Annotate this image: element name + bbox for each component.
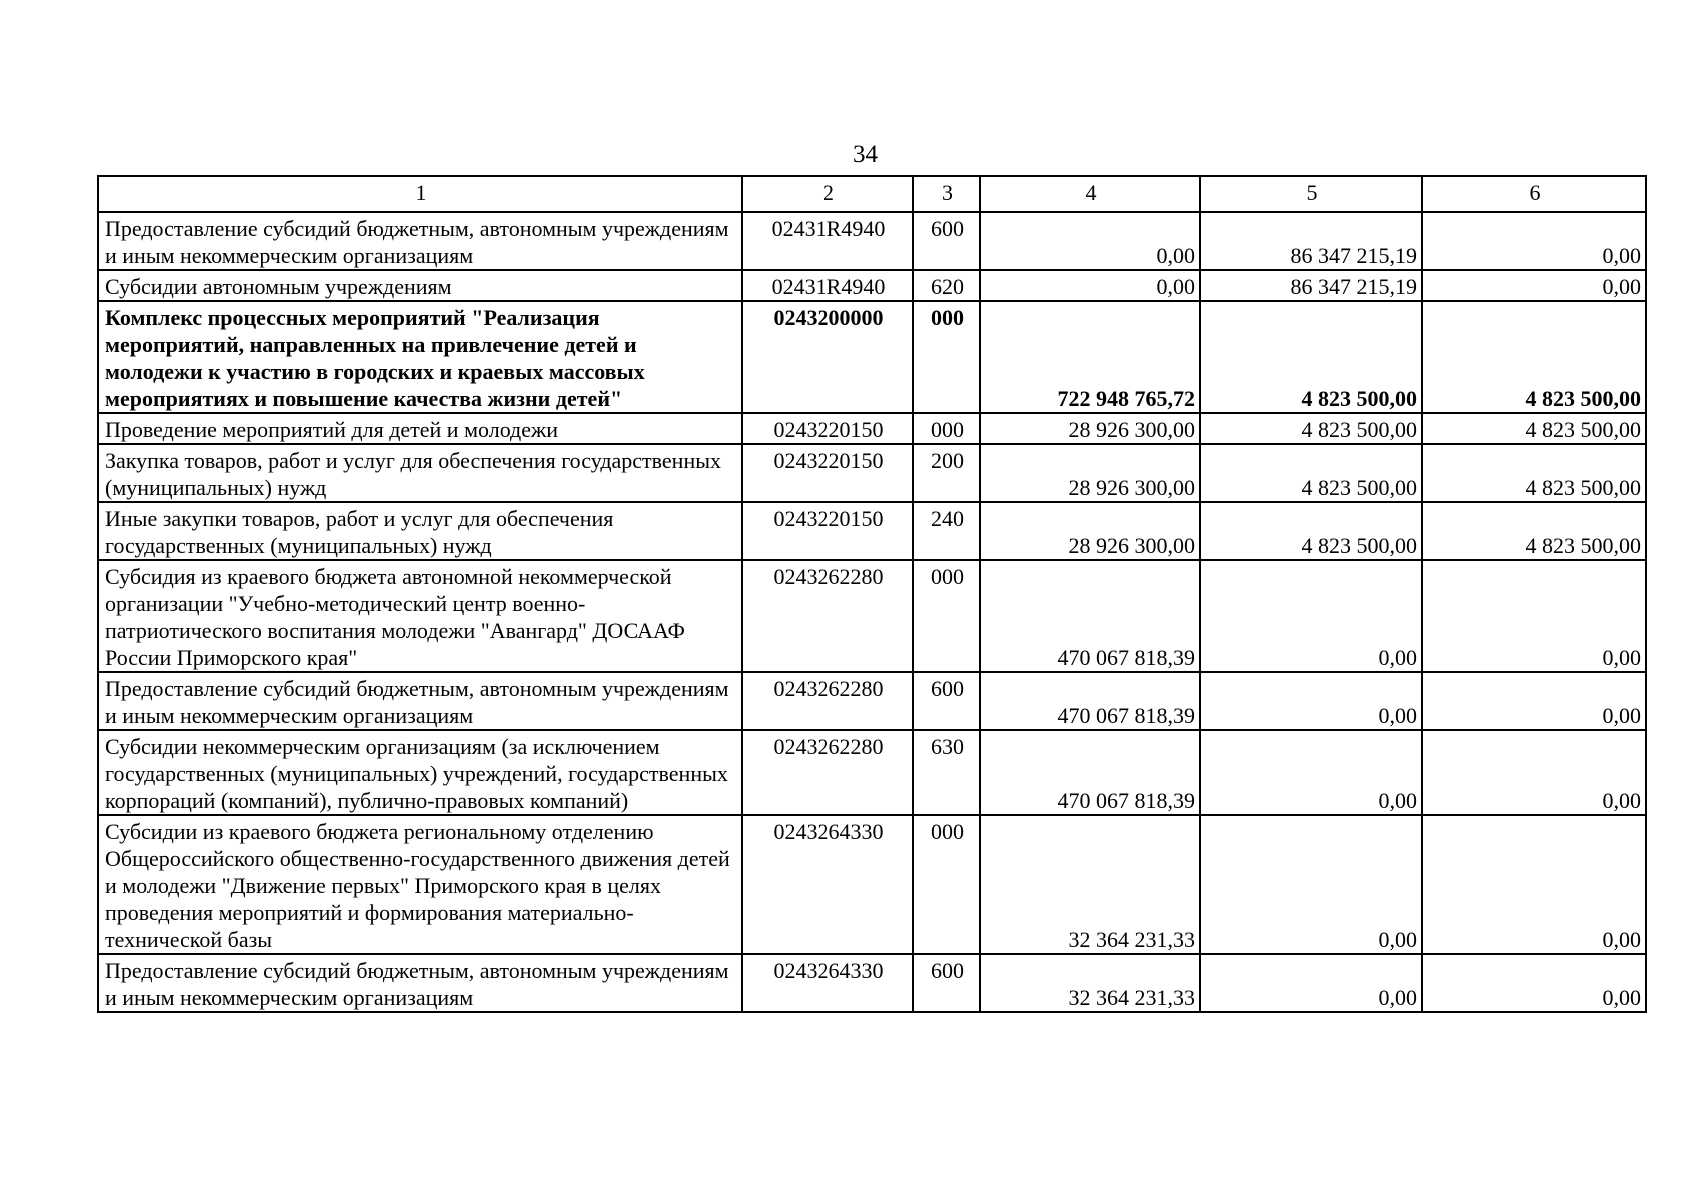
row-value-col6-cell: 4 823 500,00	[1422, 502, 1646, 560]
row-value-col5-cell: 0,00	[1200, 815, 1422, 954]
row-value-col6-cell: 0,00	[1422, 730, 1646, 815]
row-value-col6-cell: 0,00	[1422, 672, 1646, 730]
row-value-col6-cell: 0,00	[1422, 815, 1646, 954]
table-row	[98, 954, 1646, 1012]
row-name-cell: Предоставление субсидий бюджетным, автономным учреждениям и иным некоммерческим организациям	[98, 672, 742, 730]
row-value-col5-cell: 0,00	[1200, 560, 1422, 672]
row-value-col5-cell: 0,00	[1200, 730, 1422, 815]
row-kvr-cell: 240	[913, 502, 980, 560]
table-row	[98, 270, 1646, 301]
row-value-col4-cell: 0,00	[980, 270, 1200, 301]
row-name-cell: Иные закупки товаров, работ и услуг для обеспечения государственных (муниципальных) нужд	[98, 502, 742, 560]
row-kvr-cell: 000	[913, 815, 980, 954]
table-row	[98, 212, 1646, 270]
row-name-cell: Комплекс процессных мероприятий "Реализация мероприятий, направленных на привлечение детей и молодежи к участию в городских и краевых массовых мероприятиях и повышение качества жизни детей"	[98, 301, 742, 413]
table-row	[98, 560, 1646, 672]
row-code-cell: 0243200000	[742, 301, 913, 413]
row-value-col4-cell: 28 926 300,00	[980, 502, 1200, 560]
row-value-col5-cell: 86 347 215,19	[1200, 212, 1422, 270]
row-value-col4-cell: 470 067 818,39	[980, 560, 1200, 672]
row-value-col5-cell: 4 823 500,00	[1200, 301, 1422, 413]
row-code-cell: 0243264330	[742, 954, 913, 1012]
row-kvr-cell: 000	[913, 413, 980, 444]
row-value-col5-cell: 4 823 500,00	[1200, 502, 1422, 560]
column-header-3: 3	[913, 176, 980, 212]
table-body	[98, 176, 1646, 1012]
row-code-cell: 02431R4940	[742, 270, 913, 301]
row-value-col4-cell: 722 948 765,72	[980, 301, 1200, 413]
row-value-col4-cell: 0,00	[980, 212, 1200, 270]
row-name-cell: Предоставление субсидий бюджетным, автономным учреждениям и иным некоммерческим организациям	[98, 212, 742, 270]
table-row	[98, 672, 1646, 730]
table-row	[98, 444, 1646, 502]
column-number-row	[98, 176, 1646, 212]
row-value-col5-cell: 0,00	[1200, 954, 1422, 1012]
row-kvr-cell: 630	[913, 730, 980, 815]
row-value-col4-cell: 28 926 300,00	[980, 444, 1200, 502]
column-header-2: 2	[742, 176, 913, 212]
page-number: 34	[853, 141, 878, 168]
row-name-cell: Субсидии из краевого бюджета региональному отделению Общероссийского общественно-государственного движения детей и молодежи "Движение первых" Приморского края в целях проведения мероприятий и формирования материально-технической базы	[98, 815, 742, 954]
row-name-cell: Закупка товаров, работ и услуг для обеспечения государственных (муниципальных) нужд	[98, 444, 742, 502]
row-code-cell: 0243220150	[742, 502, 913, 560]
row-code-cell: 0243264330	[742, 815, 913, 954]
table-row	[98, 413, 1646, 444]
table-row	[98, 502, 1646, 560]
row-value-col4-cell: 32 364 231,33	[980, 954, 1200, 1012]
row-value-col6-cell: 0,00	[1422, 560, 1646, 672]
row-value-col4-cell: 470 067 818,39	[980, 672, 1200, 730]
row-name-cell: Проведение мероприятий для детей и молодежи	[98, 413, 742, 444]
row-kvr-cell: 000	[913, 301, 980, 413]
row-code-cell: 0243262280	[742, 730, 913, 815]
row-name-cell: Предоставление субсидий бюджетным, автономным учреждениям и иным некоммерческим организациям	[98, 954, 742, 1012]
row-value-col6-cell: 0,00	[1422, 270, 1646, 301]
row-name-cell: Субсидия из краевого бюджета автономной некоммерческой организации "Учебно-методический центр военно-патриотического воспитания молодежи "Авангард" ДОСААФ России Приморского края"	[98, 560, 742, 672]
column-header-1: 1	[98, 176, 742, 212]
row-kvr-cell: 600	[913, 212, 980, 270]
row-kvr-cell: 600	[913, 954, 980, 1012]
row-kvr-cell: 200	[913, 444, 980, 502]
table-row	[98, 815, 1646, 954]
row-name-cell: Субсидии автономным учреждениям	[98, 270, 742, 301]
row-kvr-cell: 600	[913, 672, 980, 730]
row-kvr-cell: 000	[913, 560, 980, 672]
column-header-6: 6	[1422, 176, 1646, 212]
row-value-col4-cell: 32 364 231,33	[980, 815, 1200, 954]
row-value-col5-cell: 4 823 500,00	[1200, 413, 1422, 444]
table-row	[98, 730, 1646, 815]
budget-table	[97, 175, 1647, 1013]
column-header-4: 4	[980, 176, 1200, 212]
row-value-col5-cell: 86 347 215,19	[1200, 270, 1422, 301]
row-kvr-cell: 620	[913, 270, 980, 301]
row-name-cell: Субсидии некоммерческим организациям (за исключением государственных (муниципальных) учреждений, государственных корпораций (компаний), публично-правовых компаний)	[98, 730, 742, 815]
row-value-col5-cell: 4 823 500,00	[1200, 444, 1422, 502]
row-value-col6-cell: 4 823 500,00	[1422, 413, 1646, 444]
row-value-col6-cell: 0,00	[1422, 212, 1646, 270]
row-code-cell: 0243262280	[742, 560, 913, 672]
row-code-cell: 0243262280	[742, 672, 913, 730]
row-value-col4-cell: 28 926 300,00	[980, 413, 1200, 444]
row-value-col4-cell: 470 067 818,39	[980, 730, 1200, 815]
table-row	[98, 301, 1646, 413]
row-code-cell: 0243220150	[742, 444, 913, 502]
row-code-cell: 0243220150	[742, 413, 913, 444]
row-value-col6-cell: 4 823 500,00	[1422, 301, 1646, 413]
row-code-cell: 02431R4940	[742, 212, 913, 270]
row-value-col6-cell: 4 823 500,00	[1422, 444, 1646, 502]
row-value-col6-cell: 0,00	[1422, 954, 1646, 1012]
column-header-5: 5	[1200, 176, 1422, 212]
row-value-col5-cell: 0,00	[1200, 672, 1422, 730]
